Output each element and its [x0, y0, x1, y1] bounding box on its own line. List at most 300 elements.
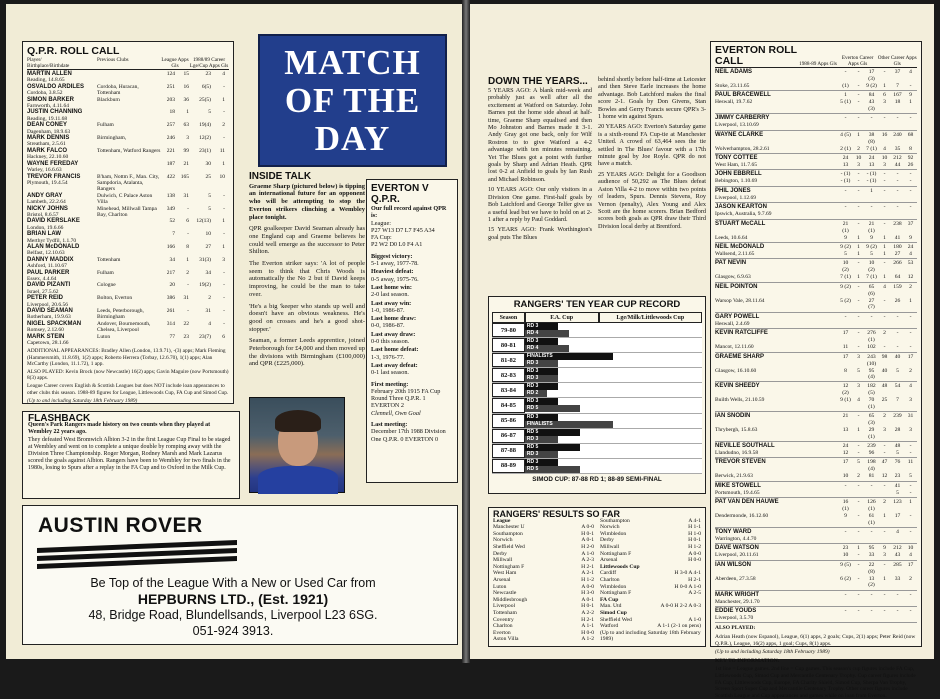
everton-league-stat: 92: [907, 155, 914, 162]
everton-player-row: [715, 220, 917, 243]
cup-bars: [525, 398, 702, 412]
qpr-player-clubs: B'ham, Nottm F., Man. City, Sampdoria, Atalanta, Rangers: [97, 173, 160, 193]
everton-league-stat: -: [870, 482, 873, 489]
everton-cup-stat: 3: [883, 427, 886, 434]
years-p3: 15 YEARS AGO: Frank Worthington's goal puts The Blues: [488, 226, 592, 241]
result-team: Arsenal: [493, 576, 511, 583]
everton-player-line-1: [715, 413, 917, 427]
everton-league-stat: -: [857, 482, 860, 489]
fa-cup-bar: RD 3: [525, 398, 558, 405]
qpr-player-birth: Hackney, 22.10.60: [27, 154, 69, 161]
everton-league-stat: 4: [909, 69, 912, 75]
qpr-player-birth: Liverpool, 20.6.56: [27, 301, 68, 308]
qpr-player-info: [27, 244, 97, 257]
years-p4: behind shortly before half-time at Leicester and then Steve Earle increases the home advantage. Bob Latchford makes the final score 2-1. Goals by Don Givens, Stan Bowles and Gerry Francis secure QPR's 3-1 home win against Spurs.: [598, 76, 706, 121]
everton-league-stat: 159: [893, 283, 902, 290]
cup-col-fa: F.A. Cup: [525, 312, 599, 323]
qpr-player-info: [27, 193, 97, 206]
result-team: Wimbledon: [600, 530, 627, 537]
result-row: [493, 597, 594, 604]
everton-cup-stat: [904, 211, 917, 217]
everton-player-row: [715, 114, 917, 130]
qpr-player-birth: Essex, 4.4.64: [27, 276, 57, 282]
everton-league-stat: 9: [883, 545, 886, 552]
everton-player-name: NEIL POINTON: [715, 283, 758, 290]
qpr-note-also: ALSO PLAYED: Kevin Brock (now Newcastle) 16(2) apps; Gavin Maguire (now Portsmouth) 8(3) apps.: [27, 369, 229, 382]
everton-league-stat: 2: [883, 330, 886, 337]
qpr-player-g2: -: [223, 135, 225, 142]
qpr-player-apps: 77: [169, 333, 175, 340]
everton-player-name: EDDIE YOUDS: [715, 608, 757, 614]
everton-cup-stat: 9 (1): [840, 397, 851, 404]
qpr-player-g2: -: [223, 109, 225, 116]
everton-league-stat: 17: [907, 353, 914, 360]
inside-talk-p2: The Everton striker says: 'A lot of people seem to think that Chris Woods is automatically the No 2 but if David keeps improving, he could be the man to take over.: [249, 260, 365, 298]
everton-league-stat: -: [857, 591, 860, 598]
qpr-player-clubs: Leeds, Peterborough, Birmingham: [97, 308, 144, 321]
austin-rover-advert: [22, 505, 458, 645]
everton-cup-stat: 10: [842, 473, 849, 480]
everton-player-row: [715, 528, 917, 544]
qpr-player-gls: 99: [183, 147, 189, 154]
everton-player-birth: Mancot, 12.11.60: [715, 344, 754, 351]
everton-player-row: [715, 591, 917, 607]
result-score: A 0-0: [581, 524, 594, 531]
everton-cup-stat: [865, 490, 878, 496]
everton-cup-stat: 2: [909, 575, 912, 582]
result-row: [600, 584, 701, 591]
qpr-player-info: [27, 109, 97, 122]
everton-league-stat: -: [909, 442, 912, 449]
everton-cup-stat: 95 (4): [868, 367, 875, 380]
result-row: [600, 610, 701, 617]
qpr-player-row: [27, 231, 229, 244]
everton-player-birth: Heswall, 19.7.62: [715, 99, 753, 106]
everton-league-stat: 5: [857, 459, 860, 466]
everton-player-line-2: [715, 615, 917, 621]
years-p6: 25 YEARS AGO: Delight for a Goodison audience of 50,292 as The Blues defeat Aston Villa 4-2 to move within two points of leaders, Spurs. Dennis Stevens, Roy Vernon (penalty), Alex Young and Alex Scott are the home scorers. Brian Bedford scores both goals as QPR draw their Third Division local derby at Brentford.: [598, 170, 706, 230]
everton-player-birth: Glasgow, 16.10.60: [715, 367, 757, 374]
qpr-player-birth: Plymouth, 19.4.54: [27, 179, 68, 186]
cup-rows: [492, 323, 702, 474]
result-row: [600, 577, 701, 584]
everton-league-stat: 9 (5): [840, 561, 851, 568]
everton-cup-stat: [839, 490, 852, 496]
qpr-player-g2: -: [223, 192, 225, 199]
everton-player-birth: Portsmouth, 19.4.65: [715, 489, 760, 496]
everton-player-name: MARK WRIGHT: [715, 591, 759, 598]
qpr-roll-call: [22, 41, 234, 404]
everton-cup-stat: 10: [842, 552, 849, 559]
everton-roll-call: [710, 41, 922, 699]
everton-cup-stat: 25: [881, 397, 888, 404]
everton-player-row: [715, 154, 917, 170]
everton-league-stat: 9 (2): [866, 244, 877, 251]
evq-v2: 0-5 away, 1975-76.: [371, 275, 419, 283]
result-score: A 2-1: [581, 570, 594, 577]
qpr-player-a2: 10: [205, 231, 211, 238]
cup-bars: [525, 323, 702, 337]
qpr-player-a2: 19(4): [199, 122, 211, 129]
everton-player-line-1: [715, 171, 917, 178]
everton-player-name: WAYNE CLARKE: [715, 131, 764, 138]
logo-line-2: OF THE: [284, 80, 421, 120]
qpr-player-g2: -: [223, 308, 225, 315]
everton-cup-stat: - (1): [840, 178, 851, 185]
everton-cup-stat: [852, 615, 865, 621]
everton-league-stat: 9 (2): [840, 283, 851, 290]
everton-roll-call-title: EVERTON ROLL CALL: [715, 44, 797, 67]
result-team: Wimbledon: [600, 583, 627, 590]
everton-league-stat: 17: [842, 459, 849, 466]
everton-cup-stat: -: [883, 449, 886, 456]
qpr-player-apps: 257: [166, 122, 175, 129]
everton-league-stat: 37: [894, 69, 901, 75]
result-row: [493, 603, 594, 610]
everton-league-stat: 12 (2): [842, 383, 849, 397]
result-score: A 1-2: [581, 636, 594, 643]
everton-player-row: [715, 68, 917, 91]
everton-cup-stat: 33: [868, 552, 875, 559]
result-team: (Up to and including Saturday 18th February 1989): [600, 629, 701, 643]
everton-cup-stat: -: [909, 344, 912, 351]
qpr-player-row: [27, 174, 229, 193]
everton-league-stat: 16: [881, 131, 888, 138]
everton-cup-stat: -: [909, 513, 912, 520]
qpr-player-name: WAYNE FEREDAY: [27, 160, 79, 167]
everton-league-stat: -: [896, 330, 899, 337]
everton-league-stat: -: [844, 528, 847, 535]
everton-player-line-1: [715, 260, 917, 274]
everton-league-stat: 2: [883, 499, 886, 506]
qpr-player-g2: -: [223, 205, 225, 212]
logo-line-1: MATCH: [284, 42, 421, 82]
qpr-player-a2: 4: [208, 320, 211, 327]
everton-league-stat: 2: [883, 413, 886, 420]
everton-cup-stat: 43: [894, 552, 901, 559]
qpr-player-row: [27, 218, 229, 231]
everton-cup-stat: [891, 599, 904, 605]
everton-league-stat: -: [857, 499, 860, 506]
cup-season-row: [492, 398, 702, 413]
qpr-player-g2: -: [223, 282, 225, 289]
everton-cup-stat: -: [909, 83, 912, 89]
everton-player-birth: Leeds, 10.6.64: [715, 234, 748, 241]
everton-player-line-2: [715, 536, 917, 542]
result-row: [493, 564, 594, 571]
qpr-player-birth: Bristol, 8.6.57: [27, 211, 59, 218]
everton-player-line-1: [715, 132, 917, 146]
everton-player-row: [715, 607, 917, 623]
everton-league-stat: 1: [844, 92, 847, 99]
everton-cup-stat: 1: [883, 513, 886, 520]
cup-season-label: 80-81: [492, 338, 525, 352]
everton-cup-stat: [839, 122, 852, 128]
qpr-player-info: [27, 161, 97, 174]
qpr-player-clubs: [97, 244, 161, 257]
result-score: A 1-0: [581, 550, 594, 557]
flashback-body: They defeated West Bromwich Albion 3-2 in the first League Cup Final to be staged at Wembley and went on to complete a unique double by romping away with the Division Three Championship. Roger Morgan, Rodney Marsh and Mark Lazarus scored the goals against Albion. Rangers have been to Wembley for two finals in the 1980s, losing to Spurs after a replay in the FA Cup and to Oxford in the Milk Cup.: [28, 436, 231, 472]
league-cup-bar: RD 3: [525, 375, 558, 382]
everton-cup-stat: 9: [844, 234, 847, 241]
result-row: [600, 518, 701, 525]
everton-league-stat: 126 (1): [867, 499, 876, 513]
everton-cup-stat: 23: [894, 473, 901, 480]
everton-cup-stat: 96: [868, 449, 875, 456]
evq-h2: Heaviest defeat:: [371, 268, 414, 276]
cup-season-row: [492, 338, 702, 353]
everton-player-row: [715, 458, 917, 481]
everton-cup-stat: 1: [857, 274, 860, 281]
qpr-player-name: BRIAN LAW: [27, 231, 61, 238]
qpr-player-row: [27, 321, 229, 334]
result-team: Charlton: [600, 576, 620, 583]
qpr-player-gls: -: [187, 231, 189, 238]
qpr-player-apps: 422: [166, 173, 175, 180]
everton-league-stat: 212: [893, 545, 902, 552]
everton-cup-stat: [852, 490, 865, 496]
qpr-player-name: OSVALDO ARDILES: [27, 83, 85, 90]
qpr-player-info: [27, 206, 97, 219]
result-score: H 3-0: [581, 590, 594, 597]
league-cup-bar: RD 2: [525, 390, 547, 397]
everton-league-stat: -: [857, 330, 860, 337]
cup-season-row: [492, 444, 702, 459]
everton-player-name: PAT VAN DEN HAUWE: [715, 499, 779, 506]
qpr-player-clubs: Fulham: [97, 122, 114, 129]
everton-cup-stat: [904, 122, 917, 128]
everton-player-birth: Dendermonde, 16.12.60: [715, 513, 769, 520]
result-row: [493, 544, 594, 551]
qpr-player-a2: 12(2): [199, 135, 211, 142]
result-row: [493, 524, 594, 531]
everton-cup-stat: 27 (7): [868, 297, 875, 311]
cup-record-header: [492, 312, 702, 323]
everton-league-stat: -: [883, 442, 886, 449]
cup-season-label: 83-84: [492, 383, 525, 397]
everton-player-line-1: [715, 383, 917, 397]
qpr-player-apps: 7: [172, 231, 175, 238]
everton-cup-stat: - (1): [866, 178, 877, 185]
qpr-player-name: DEAN CONEY: [27, 122, 68, 129]
everton-league-stat: 285: [893, 561, 902, 568]
everton-league-stat: -: [909, 591, 912, 598]
everton-cup-stat: 1: [857, 251, 860, 258]
qpr-player-g2: 2: [222, 122, 225, 129]
result-score: H 2-1: [581, 563, 594, 570]
ev-key-title: KEY TO INFORMATION:: [715, 657, 780, 664]
everton-player-birth: Glasgow, 6.9.63: [715, 274, 751, 281]
everton-league-stat: -: [844, 482, 847, 489]
everton-cup-stat: [839, 321, 852, 327]
everton-league-stat: -: [857, 608, 860, 614]
everton-league-stat: 47: [881, 459, 888, 466]
everton-league-stat: -: [870, 608, 873, 614]
everton-cup-stat: -: [857, 83, 860, 89]
everton-player-line-1: [715, 562, 917, 576]
everton-player-name: NEIL McDONALD: [715, 244, 765, 251]
everton-player-line-2: [715, 450, 917, 456]
everton-league-stat: -: [844, 69, 847, 75]
qpr-player-name: MARK FALCO: [27, 147, 67, 154]
everton-player-line-1: [715, 115, 917, 122]
everton-player-line-2: [715, 552, 917, 558]
everton-player-line-1: [715, 354, 917, 368]
qpr-player-birth: Belfast, 12.10.63: [27, 250, 65, 257]
everton-cup-stat: 2: [857, 473, 860, 480]
qpr-player-clubs: Blackburn: [97, 96, 120, 103]
result-row: [600, 524, 701, 531]
everton-player-line-2: [715, 178, 917, 184]
everton-player-line-1: [715, 592, 917, 599]
everton-league-stat: -: [883, 608, 886, 614]
everton-player-name: KEVIN SHEEDY: [715, 383, 760, 390]
evq-v7: 1-3, 1976-77.: [371, 353, 405, 361]
everton-player-line-1: [715, 188, 917, 195]
flashback: [22, 411, 240, 499]
everton-player-birth: Llandudno, 16.9.58: [715, 449, 759, 456]
result-team: West Ham: [493, 570, 517, 577]
everton-league-stat: -: [883, 187, 886, 194]
everton-league-stat: -: [896, 171, 899, 178]
everton-player-birth: Liverpool, 3.5.70: [715, 615, 754, 621]
ad-brand: AUSTIN ROVER: [38, 514, 203, 537]
everton-league-stat: -: [857, 313, 860, 320]
everton-player-birth: Wolverhampton, 28.2.61: [715, 145, 770, 152]
everton-player-name: DAVE WATSON: [715, 545, 759, 552]
everton-player-name: TREVOR STEVEN: [715, 459, 766, 466]
result-score: A 4-1: [688, 517, 701, 524]
everton-cup-stat: 13 (2): [868, 575, 875, 589]
qpr-player-birth: Dagenham, 18.9.63: [27, 128, 71, 135]
everton-cup-stat: 5 (1): [840, 99, 851, 106]
ad-line-4: 051-924 3913.: [192, 624, 274, 638]
everton-league-stat: 1: [857, 545, 860, 552]
everton-player-row: [715, 329, 917, 352]
result-row: [493, 630, 594, 637]
result-score: H 1-2: [688, 543, 701, 550]
result-row: [493, 623, 594, 630]
everton-cup-stat: 13: [868, 162, 875, 169]
result-row: [493, 590, 594, 597]
everton-league-stat: -: [857, 413, 860, 420]
flashback-title: FLASHBACK: [28, 413, 91, 424]
qpr-player-gls: 63: [183, 122, 189, 129]
everton-player-name: JOHN EBBRELL: [715, 171, 762, 178]
result-score: H 1-2: [581, 576, 594, 583]
everton-player-line-2: [715, 490, 917, 496]
everton-league-stat: 243 (10): [866, 353, 877, 367]
everton-cup-stat: 1: [909, 99, 912, 106]
qpr-player-clubs: [97, 109, 161, 122]
inside-talk: [249, 173, 365, 398]
qpr-player-birth: Ashford, 11.10.67: [27, 263, 67, 270]
everton-league-stat: -: [857, 204, 860, 211]
result-score: H 0-1: [581, 530, 594, 537]
everton-cup-stat: 8: [844, 367, 847, 374]
everton-league-stat: -: [857, 92, 860, 99]
qpr-player-gls: -: [187, 205, 189, 212]
cup-season-row: [492, 429, 702, 444]
everton-player-line-1: [715, 459, 917, 473]
everton-league-stat: -: [857, 442, 860, 449]
everton-cup-stat: [904, 195, 917, 201]
everton-player-line-2: [715, 513, 917, 526]
qpr-player-g2: 3: [222, 256, 225, 263]
everton-cup-stat: [865, 321, 878, 327]
everton-player-line-2: [715, 83, 917, 89]
qpr-player-apps: 166: [166, 243, 175, 250]
qpr-player-info: [27, 71, 97, 84]
everton-player-name: STUART McCALL: [715, 220, 766, 227]
everton-player-name: JIMMY CARBERRY: [715, 115, 770, 122]
everton-cup-stat: [891, 321, 904, 327]
everton-league-stat: -: [909, 608, 912, 614]
everton-cup-stat: [865, 122, 878, 128]
result-row: [493, 577, 594, 584]
result-team: Cardiff: [600, 570, 617, 577]
everton-league-stat: -: [844, 187, 847, 194]
evq-facup: FA Cup:: [371, 234, 392, 242]
result-team: Millwall: [493, 557, 513, 564]
everton-league-stat: 16 (1): [842, 499, 849, 513]
everton-player-name: TONY COTTEE: [715, 155, 758, 162]
everton-player-line-1: [715, 608, 917, 615]
qpr-player-clubs: Tottenham: [97, 256, 121, 263]
result-team: Tottenham: [493, 609, 517, 616]
everton-cup-stat: -: [857, 344, 860, 351]
result-score: H 0-1: [688, 537, 701, 544]
everton-league-stat: -: [857, 115, 860, 122]
everton-cup-stat: [852, 195, 865, 201]
qpr-player-apps: 187: [166, 160, 175, 167]
result-score: A 1-0: [688, 616, 701, 623]
qpr-player-info: [27, 282, 97, 295]
league-cup-bar: RD 3: [525, 360, 558, 367]
everton-cup-stat: -: [883, 297, 886, 304]
result-row: [600, 544, 701, 551]
cup-season-label: 86-87: [492, 429, 525, 443]
everton-cup-stat: 5: [857, 367, 860, 374]
result-row: [493, 551, 594, 558]
result-score: H 2-1: [581, 616, 594, 623]
result-row: [493, 617, 594, 624]
result-score: H 0-1: [581, 603, 594, 610]
everton-cup-stat: [878, 195, 891, 201]
qpr-player-a2: 23: [205, 71, 211, 77]
everton-player-line-2: [715, 235, 917, 241]
everton-league-stat: -: [909, 115, 912, 122]
everton-league-stat: 53: [907, 260, 914, 267]
qpr-player-gls: 2: [186, 269, 189, 276]
evq-v3: 2-0 last season.: [371, 291, 409, 299]
col-player: Player/ Birthplace/Birthdate: [27, 57, 70, 69]
everton-cup-stat: [852, 122, 865, 128]
everton-league-stat: 238: [893, 220, 902, 227]
everton-cup-stat: 70 (1): [868, 397, 875, 410]
everton-player-name: GRAEME SHARP: [715, 353, 765, 360]
qpr-player-a2: 2: [208, 295, 211, 302]
qpr-player-row: [27, 148, 229, 161]
everton-player-name: JASON KEARTON: [715, 204, 767, 211]
everton-player-birth: Berwick, 21.9.63: [715, 473, 753, 480]
everton-cup-stat: [878, 211, 891, 217]
evq-league-record: P27 W13 D7 L7 F45 A34: [371, 226, 435, 234]
qpr-player-birth: Rotherham, 19.9.63: [27, 314, 71, 321]
qpr-player-name: ALAN McDONALD: [27, 243, 80, 250]
everton-cup-stat: [852, 599, 865, 605]
result-team: Watford: [600, 623, 619, 630]
